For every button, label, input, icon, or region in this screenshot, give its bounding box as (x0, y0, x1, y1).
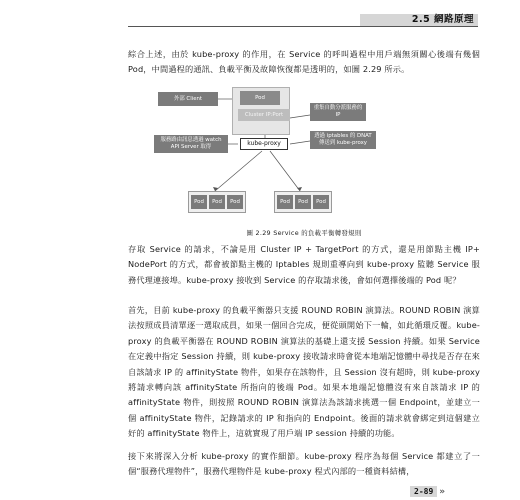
pod-box: Pod (209, 195, 225, 209)
pod-box: Pod (227, 195, 243, 209)
paragraph-implementation (128, 449, 480, 480)
pod-box: Pod (191, 195, 207, 209)
pod-box: Pod (295, 195, 311, 209)
external-client-box: 外部 Client (158, 92, 218, 106)
paragraph-text: 接下來將深入分析 kube-proxy 的實作細節。kube-proxy 程序為每個 Service 都建立了一個“服務代理物件”，服務代理物件是 kube-proxy 程式內部的一種資料結構， (128, 451, 480, 477)
pod-box: Pod (313, 195, 329, 209)
next-chevron-icon: » (439, 487, 446, 497)
connector-proxy-to-pods-right (270, 151, 300, 191)
kube-proxy-box: kube-proxy (240, 138, 288, 150)
paragraph-service-request (128, 242, 480, 288)
dnat-note: 透過 iptables 的 DNAT 傳送到 kube-proxy (310, 131, 376, 149)
service-load-balancing-diagram (150, 87, 430, 217)
paragraph-round-robin (128, 303, 480, 442)
connector-proxy-to-pods-left (215, 151, 262, 191)
pod-box: Pod (277, 195, 293, 209)
paragraph-text: 存取 Service 的請求，不論是用 Cluster IP + TargetPort 的方式，還是用節點主機 IP+ NodePort 的方式，都會被節點主機的 Iptables 規則重導向到 kube-proxy 監聽 Service 服務代理連接埠。kube-proxy 接收到 Service 的存取請求後，會如何選擇後端的 Pod 呢？ (128, 244, 480, 285)
page-number: 2-89 (410, 486, 437, 497)
page-footer (410, 479, 445, 498)
api-server-note: 服務路由訊息透過 watch API Server 取得 (154, 135, 228, 153)
header-rule (128, 26, 478, 27)
page-header (0, 14, 520, 30)
cluster-ip-box: Cluster IP:Port (238, 109, 290, 121)
figure-caption: 圖 2.29 Service 的負載平衡轉發規則 (246, 229, 362, 237)
pod-top-box: Pod (240, 91, 280, 105)
paragraph-intro (128, 47, 480, 78)
paragraph-text: 首先，目前 kube-proxy 的負載平衡器只支援 ROUND ROBIN 演算法。ROUND ROBIN 演算法按照成員清單逐一選取成員，如果一個回合完成，便從頭開始下一輪，如此循環反覆。kube-proxy 的負載平衡器在 ROUND ROBIN 演算法的基礎上還支援 Session 持續。如果 Service 在定義中指定 Session 持續，則 kube-proxy 接收請求時會從本地端記憶體中尋找是否存在來自該請求 IP 的 affinityState 物件，如果存在該物件，且 Session 沒有超時，則 kube-proxy 將請求轉向該 affinityState 所指向的後端 Pod。如果本地端記憶體沒有來自該請求 IP 的 affinityState 物件，則按照 ROUND ROBIN 演算法為該請求挑選一個 Endpoint，並建立一個 affinityState 物件，記錄請求的 IP 和指向的 Endpoint。後面的請求就會綁定到這個建立好的 affinityState 物件上，這就實現了用戶端 IP session 持續的功能。 (128, 305, 480, 439)
connector-ip-note (290, 115, 310, 118)
connector-dnat-note (290, 141, 310, 144)
paragraph-text: 綜合上述，由於 kube-proxy 的作用，在 Service 的呼叫過程中用戶端無須關心後端有幾個 Pod，中間過程的通訊、負載平衡及故障恢復都是透明的，如圖 2.29 所示。 (128, 49, 480, 75)
ip-dispatch-note: 重集自動分派服務的 IP (310, 103, 366, 121)
section-title: 2.5 網路原理 (411, 14, 474, 25)
